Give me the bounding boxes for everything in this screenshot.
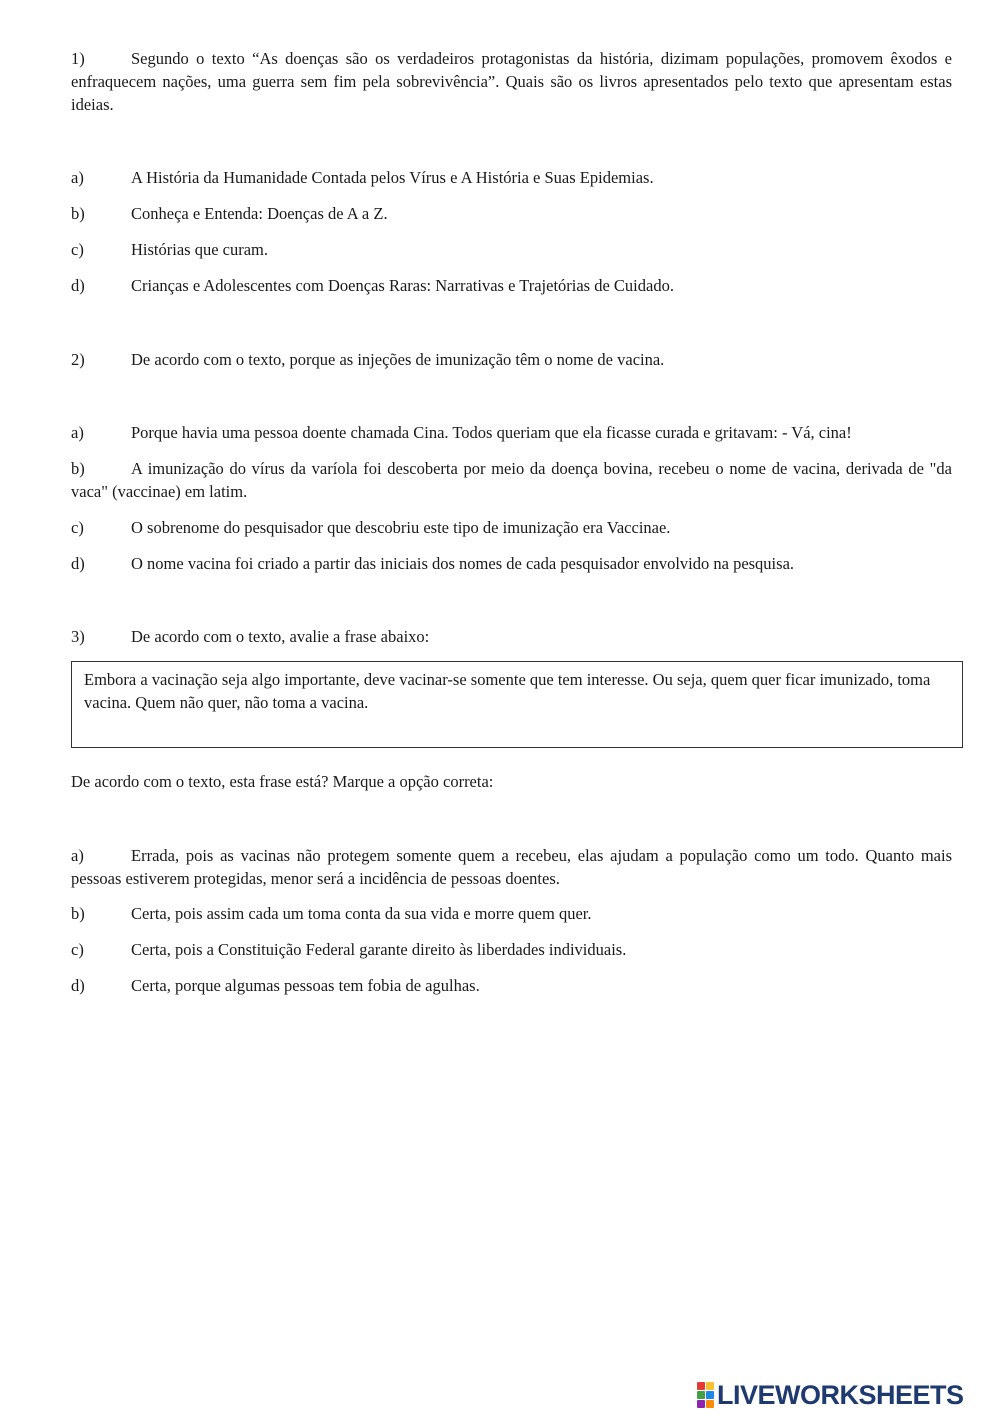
question-1-option-d[interactable] (71, 274, 952, 297)
question-1-option-c[interactable] (71, 238, 952, 261)
option-letter: a) (71, 423, 84, 442)
liveworksheets-logo-icon (697, 1382, 714, 1408)
question-3-option-b[interactable] (71, 902, 952, 925)
quoted-statement-text: Embora a vacinação seja algo importante, deve vacinar-se somente que tem interesse. Ou seja, quem quer ficar imunizado, toma vacina. Quem não quer, não toma a vacina. (84, 670, 931, 712)
question-2-option-c[interactable] (71, 516, 952, 539)
option-letter: b) (71, 459, 85, 478)
logo-square (706, 1382, 714, 1390)
liveworksheets-logo[interactable] (697, 1380, 964, 1410)
question-2-text: De acordo com o texto, porque as injeções de imunização têm o nome de vacina. (131, 350, 665, 369)
logo-square (706, 1400, 714, 1408)
question-3-option-d[interactable] (71, 974, 952, 997)
quoted-statement-box (71, 661, 963, 748)
option-text: Crianças e Adolescentes com Doenças Raras: Narrativas e Trajetórias de Cuidado. (131, 276, 674, 295)
logo-square (697, 1400, 705, 1408)
option-text: Histórias que curam. (131, 240, 269, 259)
option-text: Conheça e Entenda: Doenças de A a Z. (131, 204, 388, 223)
option-text: A imunização do vírus da varíola foi descoberta por meio da doença bovina, recebeu o nome de vacina, derivada de "da vaca" (vaccinae) em latim. (71, 459, 952, 501)
option-letter: c) (71, 940, 84, 959)
question-3-followup-text: De acordo com o texto, esta frase está? Marque a opção correta: (71, 772, 494, 791)
option-text: O nome vacina foi criado a partir das iniciais dos nomes de cada pesquisador envolvido na pesquisa. (131, 554, 795, 573)
question-3-followup (71, 770, 952, 793)
option-letter: b) (71, 204, 85, 223)
option-letter: a) (71, 168, 84, 187)
option-letter: a) (71, 846, 84, 865)
option-letter: d) (71, 554, 85, 573)
question-2-option-d[interactable] (71, 552, 952, 575)
option-text: A História da Humanidade Contada pelos Vírus e A História e Suas Epidemias. (131, 168, 654, 187)
question-3-text: De acordo com o texto, avalie a frase abaixo: (131, 627, 430, 646)
question-3-option-c[interactable] (71, 938, 952, 961)
question-2 (71, 348, 952, 371)
option-letter: c) (71, 240, 84, 259)
option-letter: b) (71, 904, 85, 923)
question-3-option-a[interactable] (71, 844, 952, 890)
option-letter: d) (71, 976, 85, 995)
option-text: Porque havia uma pessoa doente chamada Cina. Todos queriam que ela ficasse curada e gritavam: - Vá, cina! (131, 423, 852, 442)
question-3 (71, 625, 952, 648)
option-letter: c) (71, 518, 84, 537)
question-1-option-b[interactable] (71, 202, 952, 225)
question-1 (71, 47, 952, 116)
logo-square (697, 1382, 705, 1390)
question-2-option-a[interactable] (71, 421, 952, 444)
liveworksheets-logo-text: LIVEWORKSHEETS (717, 1379, 964, 1410)
option-text: Certa, pois assim cada um toma conta da sua vida e morre quem quer. (131, 904, 592, 923)
question-1-text: Segundo o texto “As doenças são os verdadeiros protagonistas da história, dizimam populações, promovem êxodos e enfraquecem nações, uma guerra sem fim pela sobrevivência”. Quais são os livros apresentados pelo texto que apresentam estas ideias. (71, 49, 952, 114)
question-2-number: 2) (71, 350, 85, 369)
option-text: Errada, pois as vacinas não protegem somente quem a recebeu, elas ajudam a população como um todo. Quanto mais pessoas estiverem protegidas, menor será a incidência de pessoas doentes. (71, 846, 952, 888)
option-text: Certa, pois a Constituição Federal garante direito às liberdades individuais. (131, 940, 627, 959)
option-letter: d) (71, 276, 85, 295)
question-3-number: 3) (71, 627, 85, 646)
option-text: O sobrenome do pesquisador que descobriu este tipo de imunização era Vaccinae. (131, 518, 671, 537)
question-1-option-a[interactable] (71, 166, 952, 189)
question-1-number: 1) (71, 49, 85, 68)
question-2-option-b[interactable] (71, 457, 952, 503)
logo-square (697, 1391, 705, 1399)
option-text: Certa, porque algumas pessoas tem fobia de agulhas. (131, 976, 480, 995)
logo-square (706, 1391, 714, 1399)
